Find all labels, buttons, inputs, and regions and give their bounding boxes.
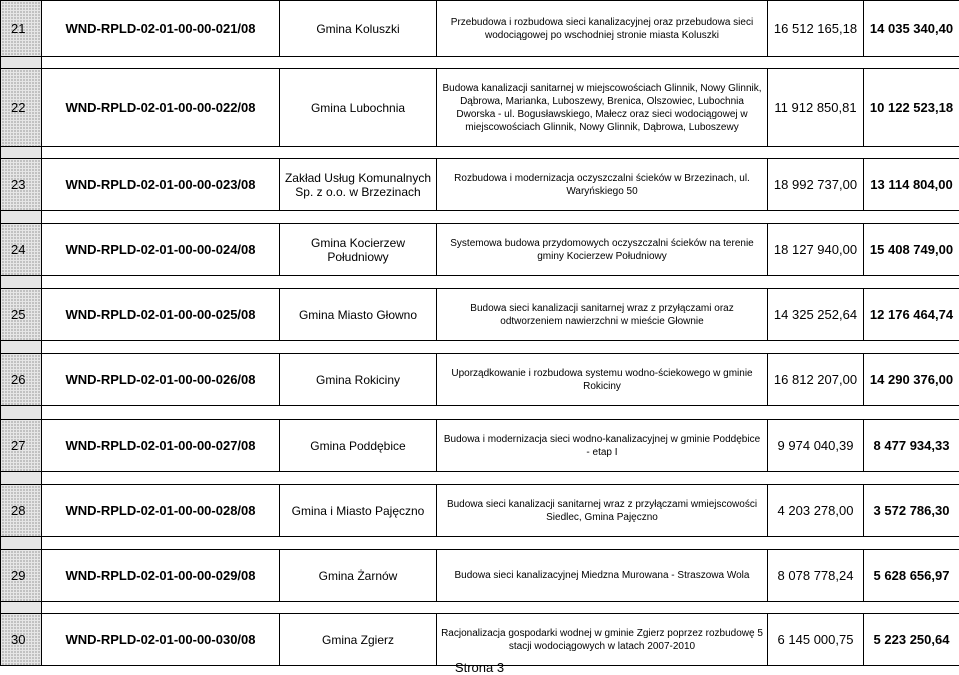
row-number: 29 [1, 550, 42, 602]
beneficiary-name: Gmina Poddębice [280, 420, 437, 472]
beneficiary-name: Gmina Kocierzew Południowy [280, 224, 437, 276]
spacer-cell [437, 57, 768, 69]
spacer-cell [1, 472, 42, 485]
spacer-cell [42, 211, 280, 224]
row-spacer [1, 406, 959, 420]
total-value: 8 078 778,24 [768, 550, 864, 602]
row-number: 27 [1, 420, 42, 472]
co-financing-value: 14 290 376,00 [864, 354, 959, 406]
table-row [1, 420, 959, 472]
total-value: 18 992 737,00 [768, 159, 864, 211]
spacer-cell [437, 341, 768, 354]
spacer-cell [280, 341, 437, 354]
spacer-cell [864, 341, 959, 354]
application-code: WND-RPLD-02-01-00-00-028/08 [42, 485, 280, 537]
spacer-cell [1, 602, 42, 614]
spacer-cell [768, 211, 864, 224]
spacer-cell [280, 211, 437, 224]
total-value: 14 325 252,64 [768, 289, 864, 341]
spacer-cell [437, 276, 768, 289]
project-description: Budowa sieci kanalizacji sanitarnej wraz z przyłączami wmiejscowości Siedlec, Gmina Pajęczno [437, 485, 768, 537]
spacer-cell [280, 276, 437, 289]
spacer-cell [280, 147, 437, 159]
project-description: Systemowa budowa przydomowych oczyszczalni ścieków na terenie gminy Kocierzew Południowy [437, 224, 768, 276]
spacer-cell [864, 147, 959, 159]
spacer-cell [1, 406, 42, 420]
spacer-cell [42, 472, 280, 485]
beneficiary-name: Gmina Lubochnia [280, 69, 437, 147]
application-code: WND-RPLD-02-01-00-00-022/08 [42, 69, 280, 147]
row-spacer [1, 276, 959, 289]
table-row [1, 289, 959, 341]
co-financing-value: 14 035 340,40 [864, 1, 959, 57]
spacer-cell [280, 57, 437, 69]
project-description: Racjonalizacja gospodarki wodnej w gminie Zgierz poprzez rozbudowę 5 stacji wodociągowych w latach 2007-2010 [437, 614, 768, 666]
spacer-cell [1, 147, 42, 159]
application-code: WND-RPLD-02-01-00-00-025/08 [42, 289, 280, 341]
spacer-cell [1, 276, 42, 289]
row-spacer [1, 57, 959, 69]
spacer-cell [42, 341, 280, 354]
row-number: 23 [1, 159, 42, 211]
total-value: 16 812 207,00 [768, 354, 864, 406]
spacer-cell [864, 537, 959, 550]
row-spacer [1, 472, 959, 485]
beneficiary-name: Gmina Miasto Głowno [280, 289, 437, 341]
project-description: Przebudowa i rozbudowa sieci kanalizacyjnej oraz przebudowa sieci wodociągowej po wschodniej stronie miasta Koluszki [437, 1, 768, 57]
row-spacer [1, 537, 959, 550]
row-spacer [1, 341, 959, 354]
co-financing-value: 8 477 934,33 [864, 420, 959, 472]
row-number: 21 [1, 1, 42, 57]
co-financing-value: 5 628 656,97 [864, 550, 959, 602]
co-financing-value: 12 176 464,74 [864, 289, 959, 341]
project-description: Rozbudowa i modernizacja oczyszczalni ścieków w Brzezinach, ul. Waryńskiego 50 [437, 159, 768, 211]
table-row [1, 1, 959, 57]
spacer-cell [768, 57, 864, 69]
application-code: WND-RPLD-02-01-00-00-024/08 [42, 224, 280, 276]
spacer-cell [864, 472, 959, 485]
row-spacer [1, 211, 959, 224]
spacer-cell [437, 147, 768, 159]
project-description: Budowa i modernizacja sieci wodno-kanalizacyjnej w gminie Poddębice - etap I [437, 420, 768, 472]
spacer-cell [42, 276, 280, 289]
spacer-cell [864, 602, 959, 614]
table-row [1, 224, 959, 276]
spacer-cell [437, 537, 768, 550]
spacer-cell [768, 147, 864, 159]
spacer-cell [437, 406, 768, 420]
total-value: 11 912 850,81 [768, 69, 864, 147]
spacer-cell [437, 211, 768, 224]
beneficiary-name: Gmina Żarnów [280, 550, 437, 602]
application-code: WND-RPLD-02-01-00-00-029/08 [42, 550, 280, 602]
row-spacer [1, 602, 959, 614]
spacer-cell [42, 602, 280, 614]
application-code: WND-RPLD-02-01-00-00-021/08 [42, 1, 280, 57]
table-row [1, 69, 959, 147]
row-number: 26 [1, 354, 42, 406]
co-financing-value: 10 122 523,18 [864, 69, 959, 147]
table-row [1, 159, 959, 211]
spacer-cell [42, 537, 280, 550]
spacer-cell [768, 537, 864, 550]
co-financing-value: 5 223 250,64 [864, 614, 959, 666]
beneficiary-name: Zakład Usług Komunalnych Sp. z o.o. w Brzezinach [280, 159, 437, 211]
spacer-cell [42, 406, 280, 420]
spacer-cell [1, 537, 42, 550]
row-number: 22 [1, 69, 42, 147]
spacer-cell [768, 472, 864, 485]
spacer-cell [1, 341, 42, 354]
project-description: Uporządkowanie i rozbudowa systemu wodno-ściekowego w gminie Rokiciny [437, 354, 768, 406]
spacer-cell [864, 211, 959, 224]
spacer-cell [864, 276, 959, 289]
beneficiary-name: Gmina Rokiciny [280, 354, 437, 406]
project-description: Budowa sieci kanalizacyjnej Miedzna Murowana - Straszowa Wola [437, 550, 768, 602]
application-code: WND-RPLD-02-01-00-00-026/08 [42, 354, 280, 406]
spacer-cell [437, 602, 768, 614]
spacer-cell [864, 406, 959, 420]
table-row [1, 550, 959, 602]
row-spacer [1, 147, 959, 159]
spacer-cell [768, 602, 864, 614]
spacer-cell [42, 57, 280, 69]
spacer-cell [768, 276, 864, 289]
table-row [1, 614, 959, 666]
spacer-cell [42, 147, 280, 159]
spacer-cell [280, 472, 437, 485]
application-code: WND-RPLD-02-01-00-00-027/08 [42, 420, 280, 472]
beneficiary-name: Gmina Koluszki [280, 1, 437, 57]
spacer-cell [437, 472, 768, 485]
table-row [1, 354, 959, 406]
total-value: 6 145 000,75 [768, 614, 864, 666]
application-code: WND-RPLD-02-01-00-00-023/08 [42, 159, 280, 211]
table-row [1, 485, 959, 537]
total-value: 16 512 165,18 [768, 1, 864, 57]
spacer-cell [864, 57, 959, 69]
beneficiary-name: Gmina Zgierz [280, 614, 437, 666]
total-value: 4 203 278,00 [768, 485, 864, 537]
co-financing-value: 13 114 804,00 [864, 159, 959, 211]
application-code: WND-RPLD-02-01-00-00-030/08 [42, 614, 280, 666]
project-description: Budowa kanalizacji sanitarnej w miejscowościach Glinnik, Nowy Glinnik, Dąbrowa, Marianka, Luboszewy, Brenica, Olszowiec, Lubochnia Dworska - ul. Bogusławskiego, Małecz oraz sieci wodociągowej w miejscowościach Glinnik, Nowy Glinnik, Dąbrowa, Luboszewy [437, 69, 768, 147]
spacer-cell [280, 406, 437, 420]
co-financing-value: 15 408 749,00 [864, 224, 959, 276]
row-number: 25 [1, 289, 42, 341]
row-number: 30 [1, 614, 42, 666]
spacer-cell [768, 341, 864, 354]
row-number: 24 [1, 224, 42, 276]
co-financing-value: 3 572 786,30 [864, 485, 959, 537]
total-value: 9 974 040,39 [768, 420, 864, 472]
spacer-cell [1, 211, 42, 224]
page-footer: Strona 3 [454, 660, 505, 675]
project-description: Budowa sieci kanalizacji sanitarnej wraz z przyłączami oraz odtworzeniem nawierzchni w mieście Głownie [437, 289, 768, 341]
total-value: 18 127 940,00 [768, 224, 864, 276]
spacer-cell [280, 537, 437, 550]
beneficiary-name: Gmina i Miasto Pajęczno [280, 485, 437, 537]
spacer-cell [768, 406, 864, 420]
spacer-cell [1, 57, 42, 69]
row-number: 28 [1, 485, 42, 537]
spacer-cell [280, 602, 437, 614]
